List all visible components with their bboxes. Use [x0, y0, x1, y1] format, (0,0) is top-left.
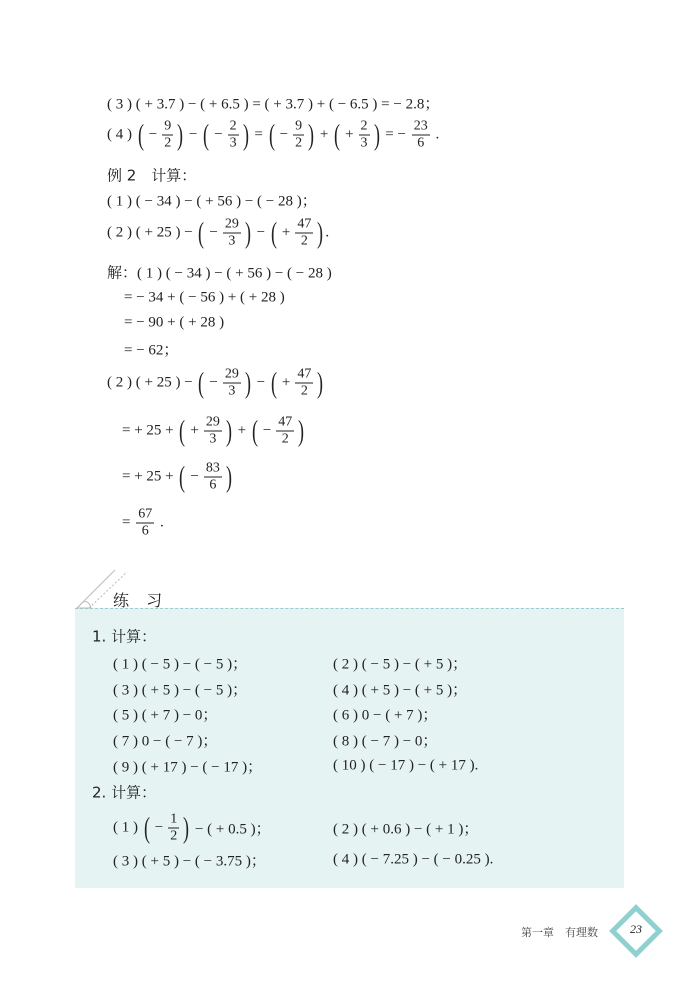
ex-2-title — [92, 782, 156, 803]
denominator: 2 — [295, 135, 303, 151]
sol-1-c — [124, 315, 224, 332]
fraction — [162, 120, 173, 151]
ex-1-9 — [113, 756, 262, 777]
math-text: ( 1 ) ( − 34 ) − ( + 56 ) − ( − 28 )； — [107, 193, 317, 210]
numerator: 9 — [164, 118, 172, 134]
denominator: 3 — [209, 431, 217, 447]
ex-1-1 — [113, 653, 247, 674]
math-text: ( 1 ) — [113, 819, 142, 836]
ex-1-8 — [333, 730, 437, 751]
math-text: ( 3 ) ( + 5 ) − ( − 3.75 )； — [113, 853, 266, 870]
ex-1-7 — [113, 730, 217, 751]
fraction — [293, 120, 304, 151]
sign: − — [154, 819, 164, 836]
numerator: 9 — [295, 118, 303, 134]
right-paren: ) — [225, 460, 232, 493]
sign: − — [148, 126, 158, 143]
sign: − — [209, 224, 218, 241]
denominator: 3 — [360, 135, 368, 151]
fraction — [295, 218, 313, 249]
ex-2-3 — [113, 850, 266, 871]
ex2-q2 — [107, 218, 329, 249]
denominator: 2 — [164, 135, 172, 151]
fraction — [295, 368, 313, 399]
math-text: − ( + 0.5 )； — [191, 821, 271, 838]
math-text: + — [233, 422, 250, 439]
fraction — [412, 120, 430, 151]
math-text: ( 10 ) ( − 17 ) − ( + 17 ). — [333, 757, 479, 774]
denominator: 2 — [170, 828, 178, 844]
right-paren: ) — [317, 366, 324, 399]
denominator: 3 — [228, 383, 236, 399]
numerator: 29 — [224, 366, 239, 382]
math-text: + — [316, 126, 333, 143]
math-text: = — [122, 514, 135, 531]
numerator: 83 — [205, 460, 220, 476]
numerator: 67 — [138, 506, 153, 522]
math-text: = + 25 + — [122, 422, 178, 439]
numerator: 2 — [360, 118, 368, 134]
fraction — [204, 462, 222, 493]
denominator: 3 — [229, 135, 237, 151]
example-2-title — [107, 165, 196, 186]
ex-1-2 — [333, 653, 467, 674]
denominator: 2 — [300, 233, 308, 249]
right-paren: ) — [244, 216, 251, 249]
fraction — [136, 508, 154, 539]
math-text: . — [325, 224, 330, 241]
numerator: 47 — [297, 216, 312, 232]
denominator: 2 — [281, 431, 289, 447]
left-paren: ( — [203, 118, 210, 151]
fraction — [223, 218, 241, 249]
fraction — [276, 416, 294, 447]
math-text: ( 7 ) 0 − ( − 7 )； — [113, 733, 218, 750]
right-paren: ) — [225, 414, 232, 447]
math-text: 例 2 计算： — [107, 166, 197, 185]
math-text: ( 4 ) — [107, 126, 136, 143]
math-text: ( 3 ) ( + 5 ) − ( − 5 )； — [113, 682, 248, 699]
denominator: 2 — [300, 383, 308, 399]
math-text: ( 2 ) ( + 0.6 ) − ( + 1 )； — [333, 821, 479, 838]
left-paren: ( — [270, 216, 277, 249]
fraction — [228, 120, 239, 151]
fraction — [204, 416, 222, 447]
chapter-label: 第一章 有理数 — [521, 926, 598, 939]
math-text: ( 4 ) ( − 7.25 ) − ( − 0.25 ). — [333, 851, 494, 868]
math-text: . — [156, 514, 164, 531]
math-text: − — [252, 374, 269, 391]
right-paren: ) — [183, 811, 190, 844]
math-text: ( 3 ) ( + 3.7 ) − ( + 6.5 ) = ( + 3.7 ) + ( − 6.5 ) = − 2.8； — [107, 96, 440, 113]
numerator: 47 — [278, 414, 293, 430]
sign: + — [281, 374, 291, 391]
sol-1-a — [107, 262, 332, 283]
math-text: 2. 计算： — [92, 783, 157, 802]
eq-3 — [107, 93, 439, 114]
sol-1-b — [124, 290, 285, 307]
right-paren: ) — [308, 118, 315, 151]
math-text: − — [252, 224, 269, 241]
denominator: 6 — [417, 135, 425, 151]
sol-1-d — [124, 339, 178, 360]
sign: − — [279, 126, 289, 143]
ex-1-10 — [333, 758, 478, 775]
eq-4 — [107, 120, 439, 151]
math-text: ( 4 ) ( + 5 ) − ( + 5 )； — [333, 682, 468, 699]
numerator: 29 — [205, 414, 220, 430]
left-paren: ( — [137, 118, 144, 151]
numerator: 47 — [297, 366, 312, 382]
left-paren: ( — [270, 366, 277, 399]
right-paren: ) — [244, 366, 251, 399]
left-paren: ( — [251, 414, 258, 447]
math-text: ( 5 ) ( + 7 ) − 0； — [113, 707, 218, 724]
sign: − — [262, 422, 272, 439]
ex-1-4 — [333, 679, 467, 700]
numerator: 23 — [413, 118, 428, 134]
math-text: ( 8 ) ( − 7 ) − 0； — [333, 733, 438, 750]
math-text: = — [250, 126, 267, 143]
right-paren: ) — [373, 118, 380, 151]
page-number: 23 — [630, 922, 642, 936]
numerator: 2 — [229, 118, 237, 134]
left-paren: ( — [268, 118, 275, 151]
math-text: = − 34 + ( − 56 ) + ( + 28 ) — [124, 289, 285, 306]
math-text: 解：( 1 ) ( − 34 ) − ( + 56 ) − ( − 28 ) — [107, 265, 332, 282]
math-text: ( 2 ) ( + 25 ) − — [107, 374, 197, 391]
left-paren: ( — [334, 118, 341, 151]
fraction — [223, 368, 241, 399]
denominator: 6 — [141, 523, 149, 539]
exercise-title: 练 习 — [113, 591, 169, 610]
ex-1-title — [92, 626, 156, 647]
sign: + — [190, 422, 199, 439]
left-paren: ( — [143, 811, 150, 844]
math-text: ( 6 ) 0 − ( + 7 )； — [333, 707, 438, 724]
denominator: 6 — [209, 477, 217, 493]
math-text: = − 62； — [124, 342, 179, 359]
sol-2-b — [122, 416, 306, 447]
sign: − — [209, 374, 218, 391]
ex-2-2 — [333, 818, 478, 839]
sol-2-d — [122, 508, 164, 539]
right-paren: ) — [242, 118, 249, 151]
numerator: 29 — [224, 216, 239, 232]
right-paren: ) — [298, 414, 305, 447]
ex-2-4 — [333, 852, 493, 869]
ex-2-1 — [113, 813, 271, 844]
sign: − — [214, 126, 223, 143]
left-paren: ( — [179, 460, 186, 493]
math-text: ( 9 ) ( + 17 ) − ( − 17 )； — [113, 759, 263, 776]
ex-1-6 — [333, 704, 437, 725]
sign: − — [190, 468, 199, 485]
sign: + — [345, 126, 354, 143]
math-text: 1. 计算： — [92, 627, 157, 646]
math-text: = − — [381, 126, 410, 143]
left-paren: ( — [179, 414, 186, 447]
sign: + — [281, 224, 291, 241]
math-text: . — [431, 126, 440, 143]
sol-2-c — [122, 462, 234, 493]
math-text: = + 25 + — [122, 468, 178, 485]
numerator: 1 — [170, 811, 178, 827]
ex-1-3 — [113, 679, 247, 700]
math-text: ( 2 ) ( + 25 ) − — [107, 224, 197, 241]
denominator: 3 — [228, 233, 236, 249]
left-paren: ( — [198, 216, 205, 249]
right-paren: ) — [177, 118, 184, 151]
math-text: − — [185, 126, 202, 143]
fraction — [168, 813, 179, 844]
math-text: ( 1 ) ( − 5 ) − ( − 5 )； — [113, 656, 248, 673]
math-text: = − 90 + ( + 28 ) — [124, 314, 225, 331]
ex-1-5 — [113, 704, 217, 725]
sol-2-a — [107, 368, 325, 399]
right-paren: ) — [317, 216, 324, 249]
math-text: ( 2 ) ( − 5 ) − ( + 5 )； — [333, 656, 468, 673]
fraction — [359, 120, 370, 151]
ex2-q1 — [107, 190, 317, 211]
left-paren: ( — [198, 366, 205, 399]
